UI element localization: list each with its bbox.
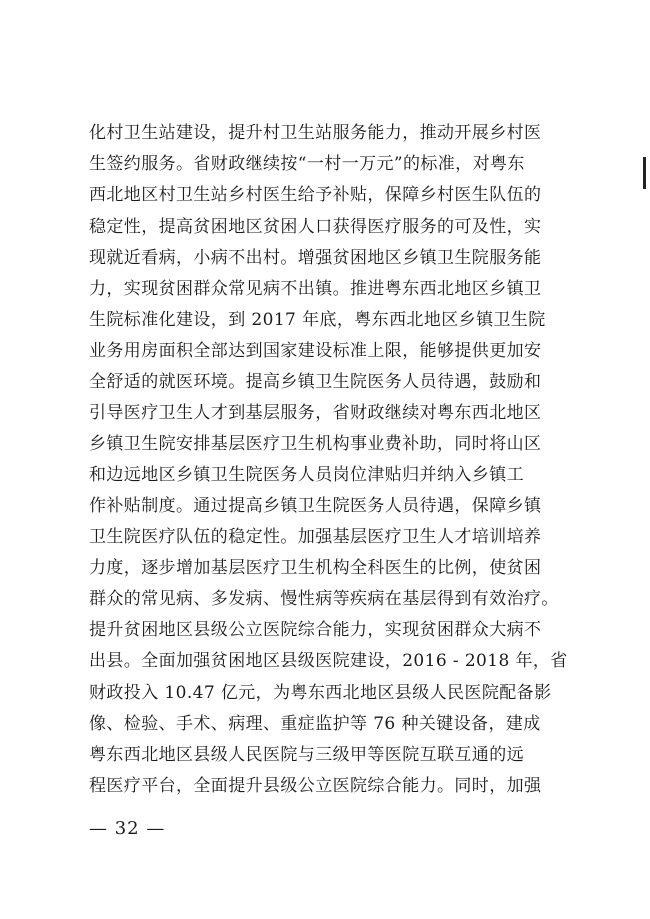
text-line: 群众的常见病、多发病、慢性病等疾病在基层得到有效治疗。 xyxy=(89,589,559,609)
text-line: 粤东西北地区县级人民医院与三级甲等医院互联互通的远 xyxy=(89,745,524,765)
text-line: 业务用房面积全部达到国家建设标准上限，能够提供更加安 xyxy=(89,341,542,361)
text-line: 作补贴制度。通过提高乡镇卫生院医务人员待遇，保障乡镇 xyxy=(89,496,542,516)
text-line: 生院标准化建设，到 2017 年底，粤东西北地区乡镇卫生院 xyxy=(89,310,546,330)
text-line: 西北地区村卫生站乡村医生给予补贴，保障乡村医生队伍的 xyxy=(89,185,542,205)
text-line: 稳定性，提高贫困地区贫困人口获得医疗服务的可及性，实 xyxy=(89,217,542,237)
text-line: 力度，逐步增加基层医疗卫生机构全科医生的比例，使贫困 xyxy=(89,558,542,578)
text-line: 财政投入 10.47 亿元，为粤东西北地区县级人民医院配备影 xyxy=(89,683,552,703)
text-line: 程医疗平台，全面提升县级公立医院综合能力。同时，加强 xyxy=(89,776,542,796)
text-line: 全舒适的就医环境。提高乡镇卫生院医务人员待遇，鼓励和 xyxy=(89,372,542,392)
text-line: 化村卫生站建设，提升村卫生站服务能力，推动开展乡村医 xyxy=(89,123,542,143)
text-line: 生签约服务。省财政继续按“一村一万元”的标准，对粤东 xyxy=(89,154,525,174)
text-line: 乡镇卫生院安排基层医疗卫生机构事业费补助，同时将山区 xyxy=(89,434,542,454)
text-line: 现就近看病，小病不出村。增强贫困地区乡镇卫生院服务能 xyxy=(89,248,542,268)
text-line: 提升贫困地区县级公立医院综合能力，实现贫困群众大病不 xyxy=(89,620,542,640)
text-line: 卫生院医疗队伍的稳定性。加强基层医疗卫生人才培训培养 xyxy=(89,527,542,547)
text-line: 出县。全面加强贫困地区县级医院建设，2016 - 2018 年，省 xyxy=(89,651,568,671)
margin-mark xyxy=(643,157,646,189)
page-number: — 32 — xyxy=(89,818,166,839)
text-line: 像、检验、手术、病理、重症监护等 76 种关键设备，建成 xyxy=(89,714,541,734)
text-line: 引导医疗卫生人才到基层服务，省财政继续对粤东西北地区 xyxy=(89,403,542,423)
text-line: 和边远地区乡镇卫生院医务人员岗位津贴归并纳入乡镇工 xyxy=(89,465,524,485)
text-line: 力，实现贫困群众常见病不出镇。推进粤东西北地区乡镇卫 xyxy=(89,279,542,299)
